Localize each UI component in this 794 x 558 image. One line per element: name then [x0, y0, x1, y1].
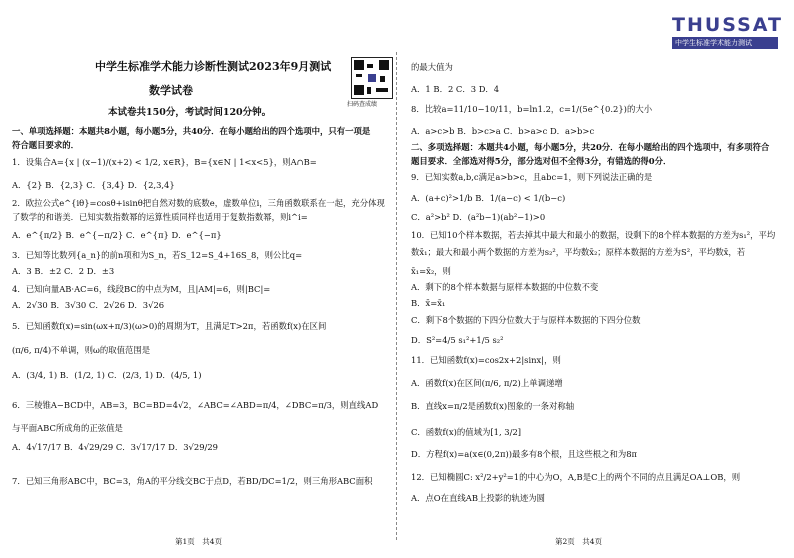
footer-page-2: 第2页 共4页 [555, 537, 603, 546]
left-question-line: 4．已知向量AB·AC=6，线段BC的中点为M，且|AM|=6，则|BC|= [12, 284, 271, 294]
right-question-line: 二、多项选择题：本题共4小题，每小题5分，共20分．在每小题给出的四个选项中，有多项符合 [411, 142, 770, 152]
left-question-line: 符合题目要求的． [12, 140, 79, 150]
right-question-line: A．(a+c)²>1/b B．1/(a−c) < 1/(b−c) [411, 193, 566, 203]
right-question-line: 题目要求．全部选对得5分，部分选对但不全得3分，有错选的得0分． [411, 156, 672, 166]
right-question-line: A．a>c>b B．b>c>a C．b>a>c D．a>b>c [411, 126, 595, 136]
right-question-line: D．方程f(x)=a(x∈(0,2π))最多有8个根，且这些根之和为8π [411, 449, 638, 459]
left-question-line: 1．设集合A={x | (x−1)/(x+2) < 1/2, x∈R}，B={x∈N | 1<x<5}，则A∩B= [12, 157, 317, 167]
right-question-line: C．剩下8个数据的下四分位数大于与原样本数据的下四分位数 [411, 315, 641, 325]
right-question-line: 11．已知函数f(x)=cos2x+2|sinx|，则 [411, 355, 561, 365]
left-question-line: A．{2} B．{2,3} C．{3,4} D．{2,3,4} [12, 180, 175, 190]
right-question-line: D．S²=4/5 s₁²+1/5 s₂² [411, 335, 504, 345]
page-2 [397, 0, 794, 558]
exam-title: 中学生标准学术能力诊断性测试2023年9月测试 [95, 60, 332, 73]
left-question-line: 与平面ABC所成角的正弦值是 [12, 423, 123, 433]
right-question-line: B．x̄=x̄₁ [411, 298, 446, 308]
right-question-line: A．剩下的8个样本数据与原样本数据的中位数不变 [411, 282, 599, 292]
left-question-line: 了数学的和谐美．已知实数指数幂的运算性质同样也适用于复数指数幂，则i^i= [12, 212, 308, 222]
right-question-line: 数x̄₁；最大和最小两个数据的方差为s₂²，平均数x̄₂；原样本数据的方差为S²，平均数x̄，若 [411, 247, 746, 257]
qr-caption: 扫码查成绩 [347, 101, 378, 108]
right-question-line: A．点O在直线AB上投影的轨迹为圆 [411, 493, 545, 503]
left-question-line: 7．已知三角形ABC中，BC=3，角A的平分线交BC于点D，若BD/DC=1/2，则三角形ABC面积 [12, 476, 373, 486]
logo-wordmark: THUSSAT [672, 14, 783, 36]
left-question-line: (π/6, π/4)不单调，则ω的取值范围是 [12, 345, 151, 355]
right-question-line: A．1 B．2 C．3 D．4 [411, 84, 500, 94]
left-question-line: 5．已知函数f(x)=sin(ωx+π/3)(ω>0)的周期为T，且满足T>2π，若函数f(x)在区间 [12, 321, 327, 331]
footer-page-1: 第1页 共4页 [175, 537, 223, 546]
right-question-line: x̄₁=x̄₂，则 [411, 266, 451, 276]
logo-subtitle: 中学生标准学术能力测试 [672, 37, 778, 49]
left-question-line: A．3 B．±2 C．2 D．±3 [12, 266, 115, 276]
left-question-line: 2．欧拉公式e^{iθ}=cosθ+isinθ把自然对数的底数e，虚数单位i，三角函数联系在一起，充分体现 [12, 198, 385, 208]
right-question-line: 的最大值为 [411, 62, 453, 72]
right-question-line: A．函数f(x)在区间(π/6, π/2)上单调递增 [411, 378, 563, 388]
left-question-line: 3．已知等比数列{a_n}的前n项和为S_n，若S_12=S_4+16S_8，则公比q= [12, 250, 303, 260]
right-question-line: B．直线x=π/2是函数f(x)图象的一条对称轴 [411, 401, 575, 411]
right-question-line: 10．已知10个样本数据，若去掉其中最大和最小的数据，设剩下的8个样本数据的方差为s₁²，平均 [411, 230, 776, 240]
right-question-line: 8．比较a=11/10−10/11，b=ln1.2，c=1/(5e^{0.2})的大小 [411, 104, 653, 114]
right-question-line: 12．已知椭圆C: x²/2+y²=1的中心为O，A,B是C上的两个不同的点且满足OA⊥OB，则 [411, 472, 741, 482]
right-question-line: 9．已知实数a,b,c满足a>b>c，且abc=1，则下列说法正确的是 [411, 172, 653, 182]
left-question-line: A．(3/4, 1) B．(1/2, 1) C．(2/3, 1) D．(4/5, 1) [12, 370, 202, 380]
qr-code[interactable] [351, 57, 393, 99]
right-question-line: C．a²>b² D．(a²b−1)(ab²−1)>0 [411, 212, 546, 222]
exam-info: 本试卷共150分，考试时间120分钟。 [108, 107, 272, 118]
left-question-line: A．4√17/17 B．4√29/29 C．3√17/17 D．3√29/29 [12, 442, 219, 452]
right-question-line: C．函数f(x)的值域为[1, 3/2] [411, 427, 522, 437]
left-question-line: A．2√30 B．3√30 C．2√26 D．3√26 [12, 300, 165, 310]
left-question-line: 6．三棱锥A−BCD中，AB=3，BC=BD=4√2，∠ABC=∠ABD=π/4，∠DBC=π/3，则直线AD [12, 400, 379, 410]
exam-subtitle: 数学试卷 [149, 84, 193, 97]
left-question-line: 一、单项选择题：本题共8小题，每小题5分，共40分．在每小题给出的四个选项中，只有一项是 [12, 126, 371, 136]
left-question-line: A．e^{π/2} B．e^{−π/2} C．e^{π} D．e^{−π} [12, 230, 222, 240]
thussat-logo [672, 14, 783, 49]
